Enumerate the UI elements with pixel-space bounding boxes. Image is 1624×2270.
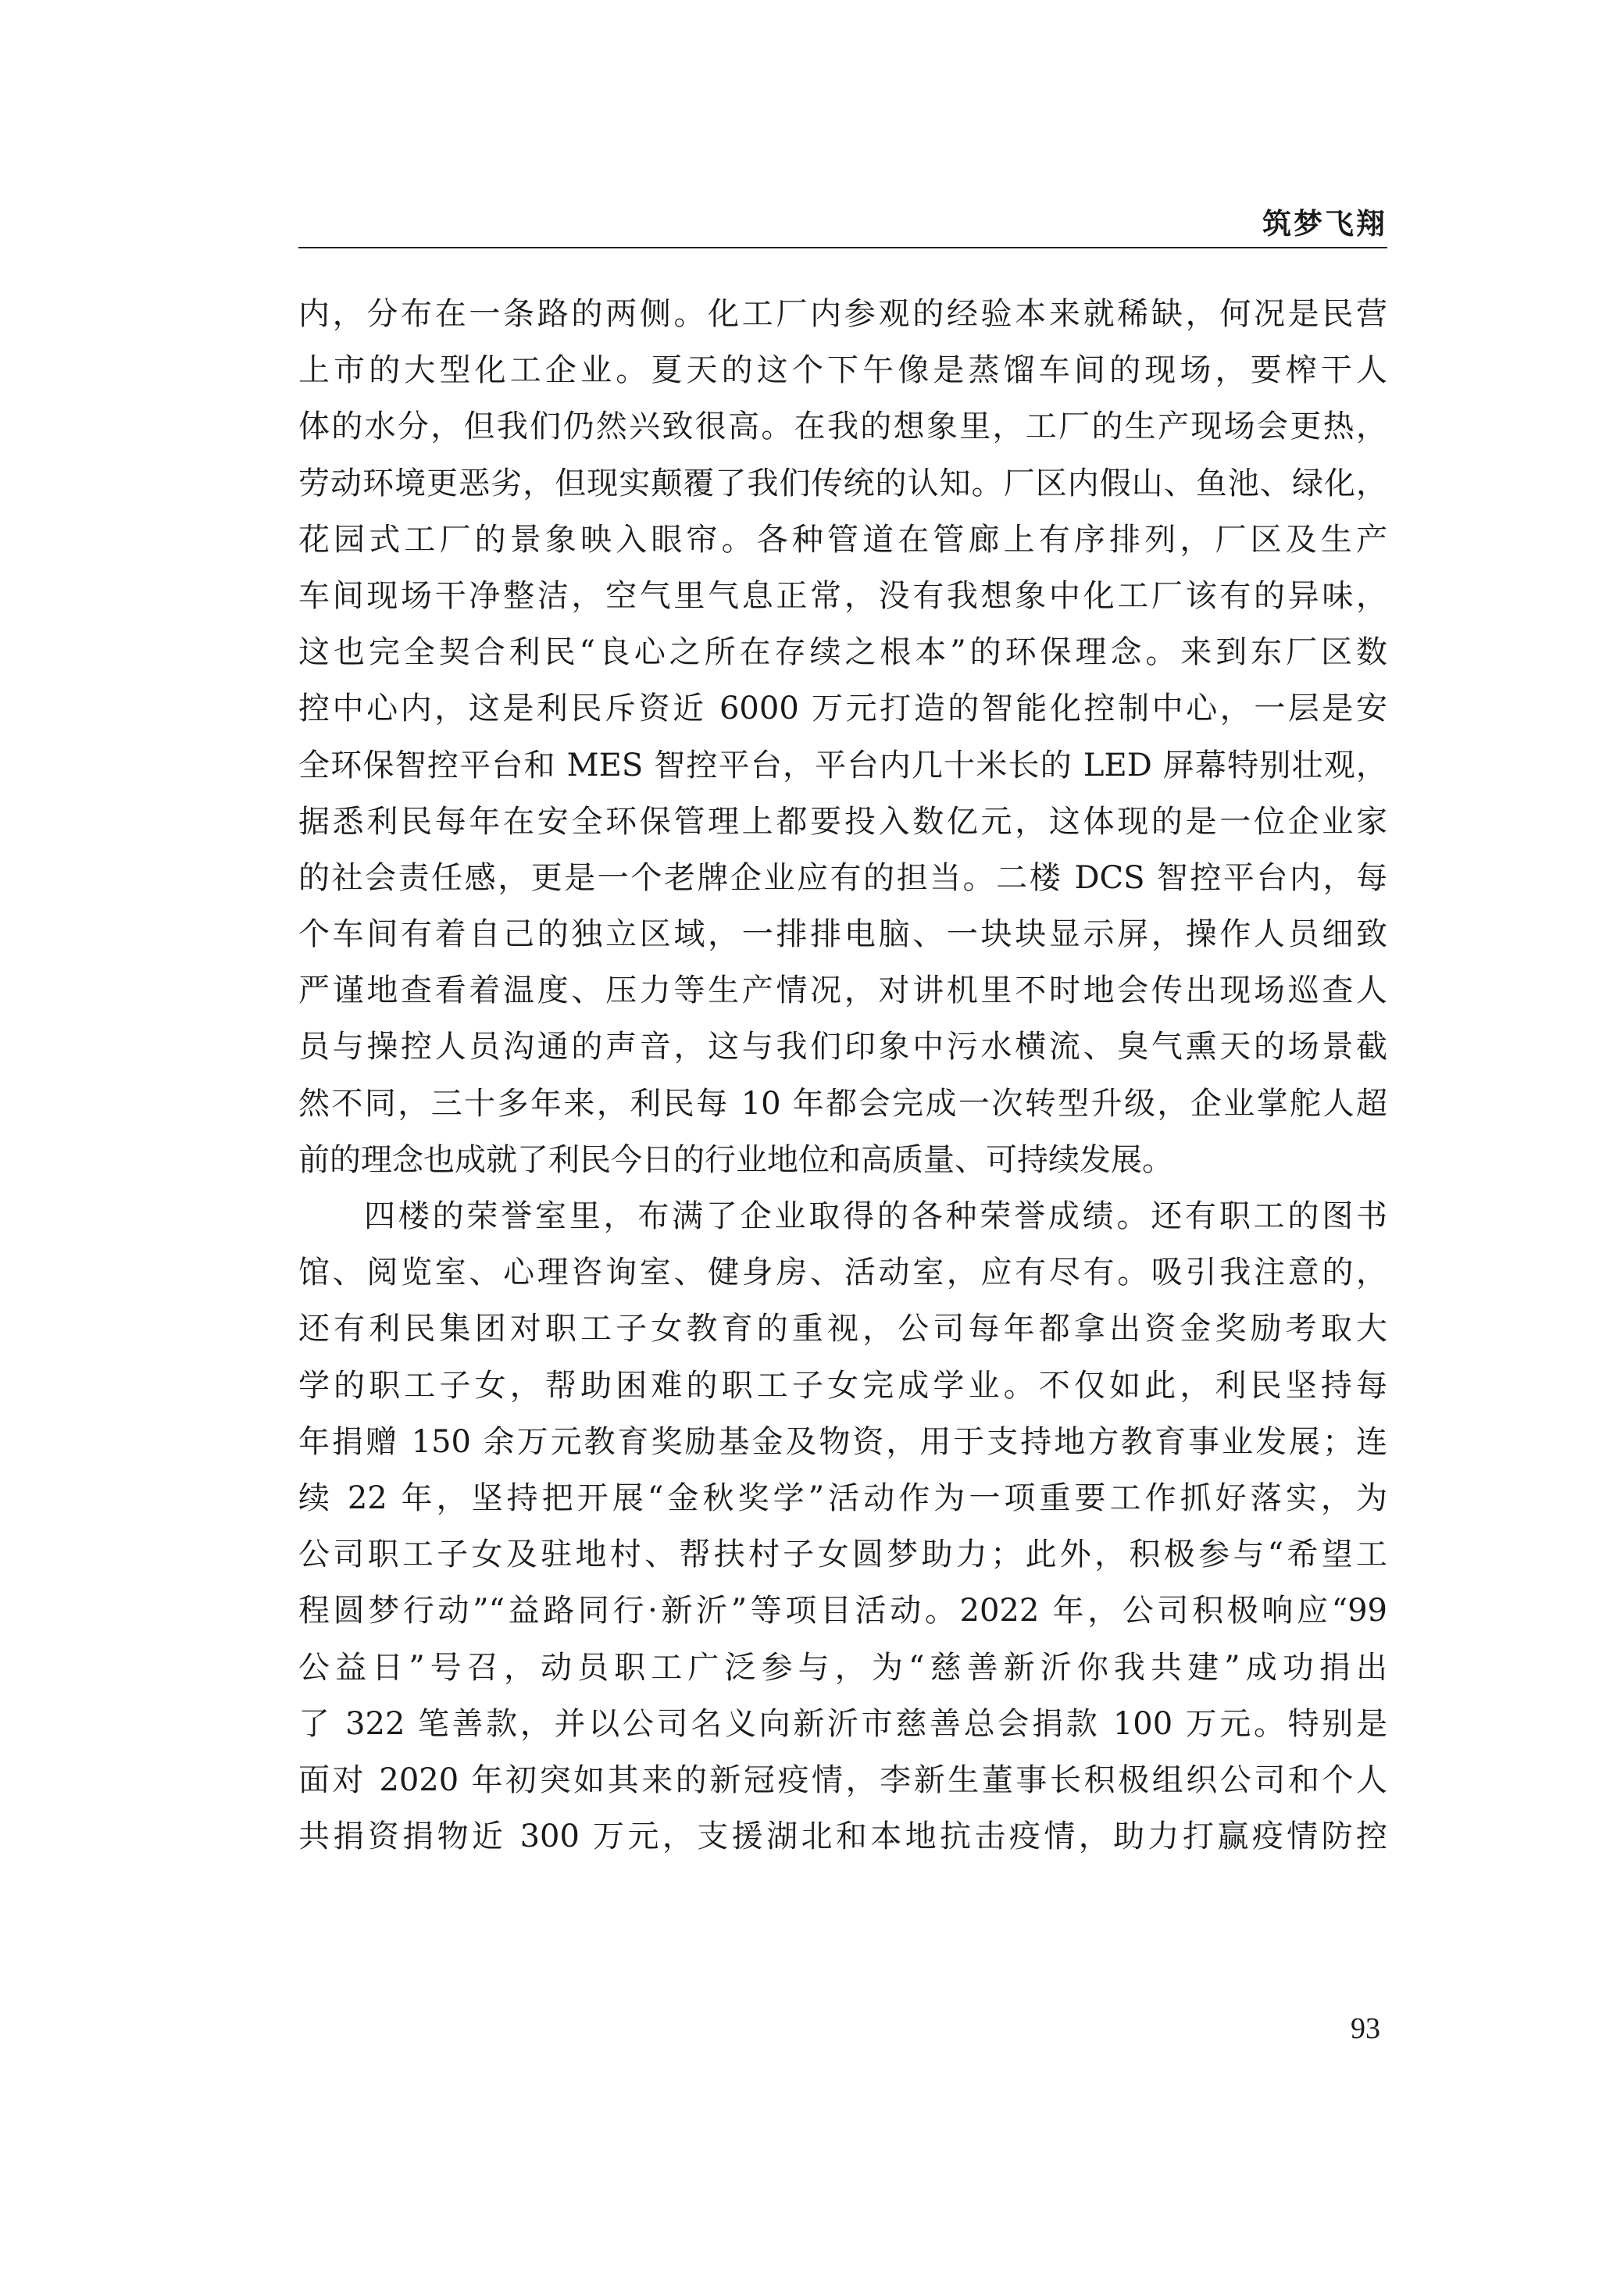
book-title: 筑梦飞翔 xyxy=(1262,207,1387,241)
text-line: 内，分布在一条路的两侧。化工厂内参观的经验本来就稀缺，何况是民营 xyxy=(298,296,1387,332)
text-line: 程圆梦行动”“益路同行·新沂”等项目活动。2022 年，公司积极响应“99 xyxy=(298,1593,1387,1629)
page-number: 93 xyxy=(1351,2012,1380,2045)
text-line: 四楼的荣誉室里，布满了企业取得的各种荣誉成绩。还有职工的图书 xyxy=(364,1198,1387,1234)
running-header xyxy=(298,198,1387,248)
text-line: 上市的大型化工企业。夏天的这个下午像是蒸馏车间的现场，要榨干人 xyxy=(298,352,1387,389)
text-line: 员与操控人员沟通的声音，这与我们印象中污水横流、臭气熏天的场景截 xyxy=(298,1029,1387,1065)
paragraph-2 xyxy=(298,1188,1387,1865)
text-line: 前的理念也成就了利民今日的行业地位和高质量、可持续发展。 xyxy=(298,1141,1173,1178)
text-line: 的社会责任感，更是一个老牌企业应有的担当。二楼 DCS 智控平台内，每 xyxy=(298,859,1387,896)
text-line: 还有利民集团对职工子女教育的重视，公司每年都拿出资金奖励考取大 xyxy=(298,1311,1387,1347)
text-line: 严谨地查看着温度、压力等生产情况，对讲机里不时地会传出现场巡查人 xyxy=(298,973,1387,1009)
text-line: 馆、阅览室、心理咨询室、健身房、活动室，应有尽有。吸引我注意的， xyxy=(298,1255,1387,1291)
text-line: 了 322 笔善款，并以公司名义向新沂市慈善总会捐款 100 万元。特别是 xyxy=(298,1705,1387,1742)
text-line: 车间现场干净整洁，空气里气息正常，没有我想象中化工厂该有的异味， xyxy=(298,577,1387,614)
text-line: 花园式工厂的景象映入眼帘。各种管道在管廊上有序排列，厂区及生产 xyxy=(298,521,1387,558)
text-line: 体的水分，但我们仍然兴致很高。在我的想象里，工厂的生产现场会更热， xyxy=(298,409,1387,445)
text-line: 全环保智控平台和 MES 智控平台，平台内几十米长的 LED 屏幕特别壮观， xyxy=(298,747,1387,783)
text-line: 共捐资捐物近 300 万元，支援湖北和本地抗击疫情，助力打赢疫情防控 xyxy=(298,1818,1387,1855)
text-line: 劳动环境更恶劣，但现实颠覆了我们传统的认知。厂区内假山、鱼池、绿化， xyxy=(298,465,1387,501)
text-line: 续 22 年，坚持把开展“金秋奖学”活动作为一项重要工作抓好落实，为 xyxy=(298,1479,1387,1516)
text-line: 年捐赠 150 余万元教育奖励基金及物资，用于支持地方教育事业发展；连 xyxy=(298,1423,1387,1460)
text-line: 面对 2020 年初突如其来的新冠疫情，李新生董事长积极组织公司和个人 xyxy=(298,1761,1387,1798)
text-line: 控中心内，这是利民斥资近 6000 万元打造的智能化控制中心，一层是安 xyxy=(298,691,1387,727)
text-line: 公益日”号召，动员职工广泛参与，为“慈善新沂你我共建”成功捐出 xyxy=(298,1649,1387,1686)
text-line: 学的职工子女，帮助困难的职工子女完成学业。不仅如此，利民坚持每 xyxy=(298,1367,1387,1404)
text-line: 然不同，三十多年来，利民每 10 年都会完成一次转型升级，企业掌舵人超 xyxy=(298,1085,1387,1122)
text-line: 据悉利民每年在安全环保管理上都要投入数亿元，这体现的是一位企业家 xyxy=(298,803,1387,840)
paragraph-1 xyxy=(298,286,1387,1188)
body-text xyxy=(298,286,1387,1865)
text-line: 个车间有着自己的独立区域，一排排电脑、一块块显示屏，操作人员细致 xyxy=(298,916,1387,953)
text-line: 公司职工子女及驻地村、帮扶村子女圆梦助力；此外，积极参与“希望工 xyxy=(298,1537,1387,1573)
text-line: 这也完全契合利民“良心之所在存续之根本”的环保理念。来到东厂区数 xyxy=(298,634,1387,671)
